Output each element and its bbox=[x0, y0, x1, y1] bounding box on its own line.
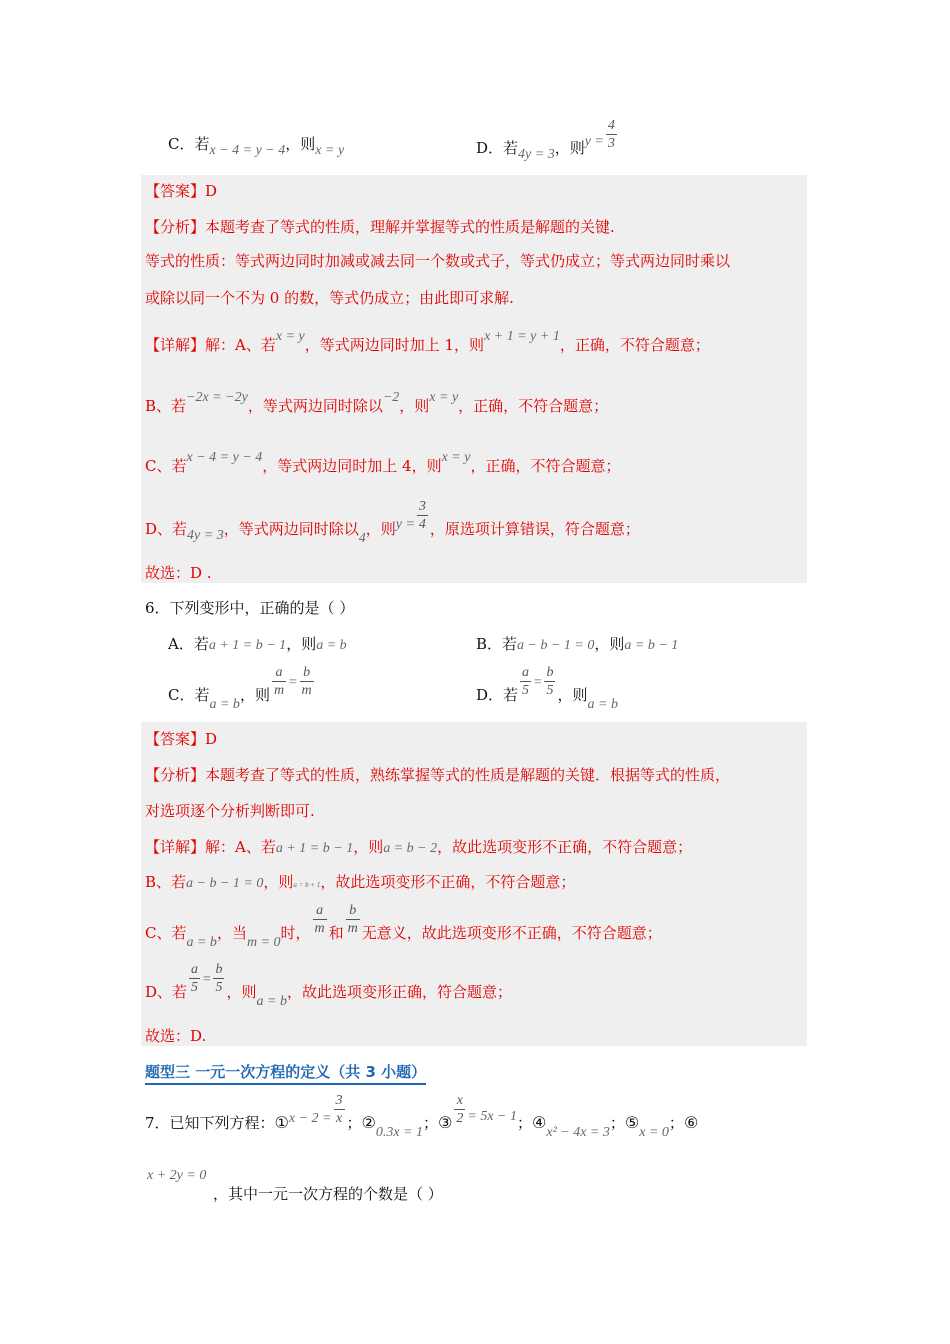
q6-detail-b: B、若a − b − 1 = 0，则a = b + 1，故此选项变形不正确，不符合题意； bbox=[145, 873, 576, 891]
q6-detail-c: C、若a = b，当m = 0时， $\frac{a}{m}$ 和 $\frac{b}{m}$ 无意义，故此选项变形不正确，不符合题意； bbox=[145, 903, 662, 950]
q6-detail-a: 【详解】解：A、若a + 1 = b − 1，则a = b − 2，故此选项变形不正确，不符合题意； bbox=[145, 838, 693, 856]
q5-answer: 【答案】D bbox=[145, 182, 218, 200]
q5-option-c: C．若x − 4 = y − 4，则x = y bbox=[168, 135, 345, 158]
q6-option-c: C．若a = b，则 $\frac{a}{m}$ = $\frac{b}{m}$ bbox=[168, 665, 312, 712]
q5-analysis-2: 等式的性质：等式两边同时加减或减去同一个数或式子，等式仍成立；等式两边同时乘以 bbox=[145, 252, 731, 270]
section-heading: 题型三 一元一次方程的定义（共 3 小题） bbox=[145, 1061, 426, 1085]
q7-eq6: x + 2y = 0 bbox=[147, 1168, 207, 1183]
q6-detail-d: D、若 $\frac{a}{5}$ = $\frac{b}{5}$ ，则a = b，故此选项变形正确，符合题意； bbox=[145, 962, 512, 1009]
q5-detail-b: B、若−2x = −2y，等式两边同时除以−2，则x = y，正确，不符合题意； bbox=[145, 390, 609, 415]
q5-detail-a: 【详解】解：A、若x = y，等式两边同时加上 1，则x + 1 = y + 1，正确，不符合题意； bbox=[145, 329, 710, 354]
q7-stem: 7．已知下列方程：①x − 2 = $\frac{3}{x}$ ；②0.3x = 1；③ $\frac{x}{2}$ = 5x − 1；④x² − 4x = 3；⑤x = 0；⑥ bbox=[145, 1093, 699, 1140]
q7-question: ，其中一元一次方程的个数是（ ） bbox=[213, 1185, 443, 1203]
q6-analysis-1: 【分析】本题考查了等式的性质，熟练掌握等式的性质是解题的关键．根据等式的性质， bbox=[145, 766, 731, 784]
q6-option-b: B．若a − b − 1 = 0，则a = b − 1 bbox=[476, 635, 679, 653]
q5-analysis-1: 【分析】本题考查了等式的性质，理解并掌握等式的性质是解题的关键. bbox=[145, 218, 615, 236]
q5-choose: 故选：D . bbox=[145, 564, 212, 582]
q5-analysis-3: 或除以同一个不为 0 的数，等式仍成立；由此即可求解. bbox=[145, 289, 514, 307]
q6-stem: 6．下列变形中，正确的是（ ） bbox=[145, 599, 355, 617]
q5-detail-c: C、若x − 4 = y − 4，等式两边同时加上 4，则x = y，正确，不符合题意； bbox=[145, 450, 621, 475]
q6-answer: 【答案】D bbox=[145, 730, 218, 748]
q5-option-d: D．若4y = 3，则y = $\frac{4}{3}$ bbox=[476, 118, 615, 162]
q6-choose: 故选：D. bbox=[145, 1027, 207, 1045]
q6-option-a: A．若a + 1 = b − 1，则a = b bbox=[168, 635, 347, 653]
q6-analysis-2: 对选项逐个分析判断即可. bbox=[145, 802, 315, 820]
q5-detail-d: D、若4y = 3，等式两边同时除以4，则y = $\frac{3}{4}$ ，原选项计算错误，符合题意； bbox=[145, 499, 640, 546]
q6-option-d: D．若 $\frac{a}{5}$ = $\frac{b}{5}$ ，则a = b bbox=[476, 665, 618, 712]
